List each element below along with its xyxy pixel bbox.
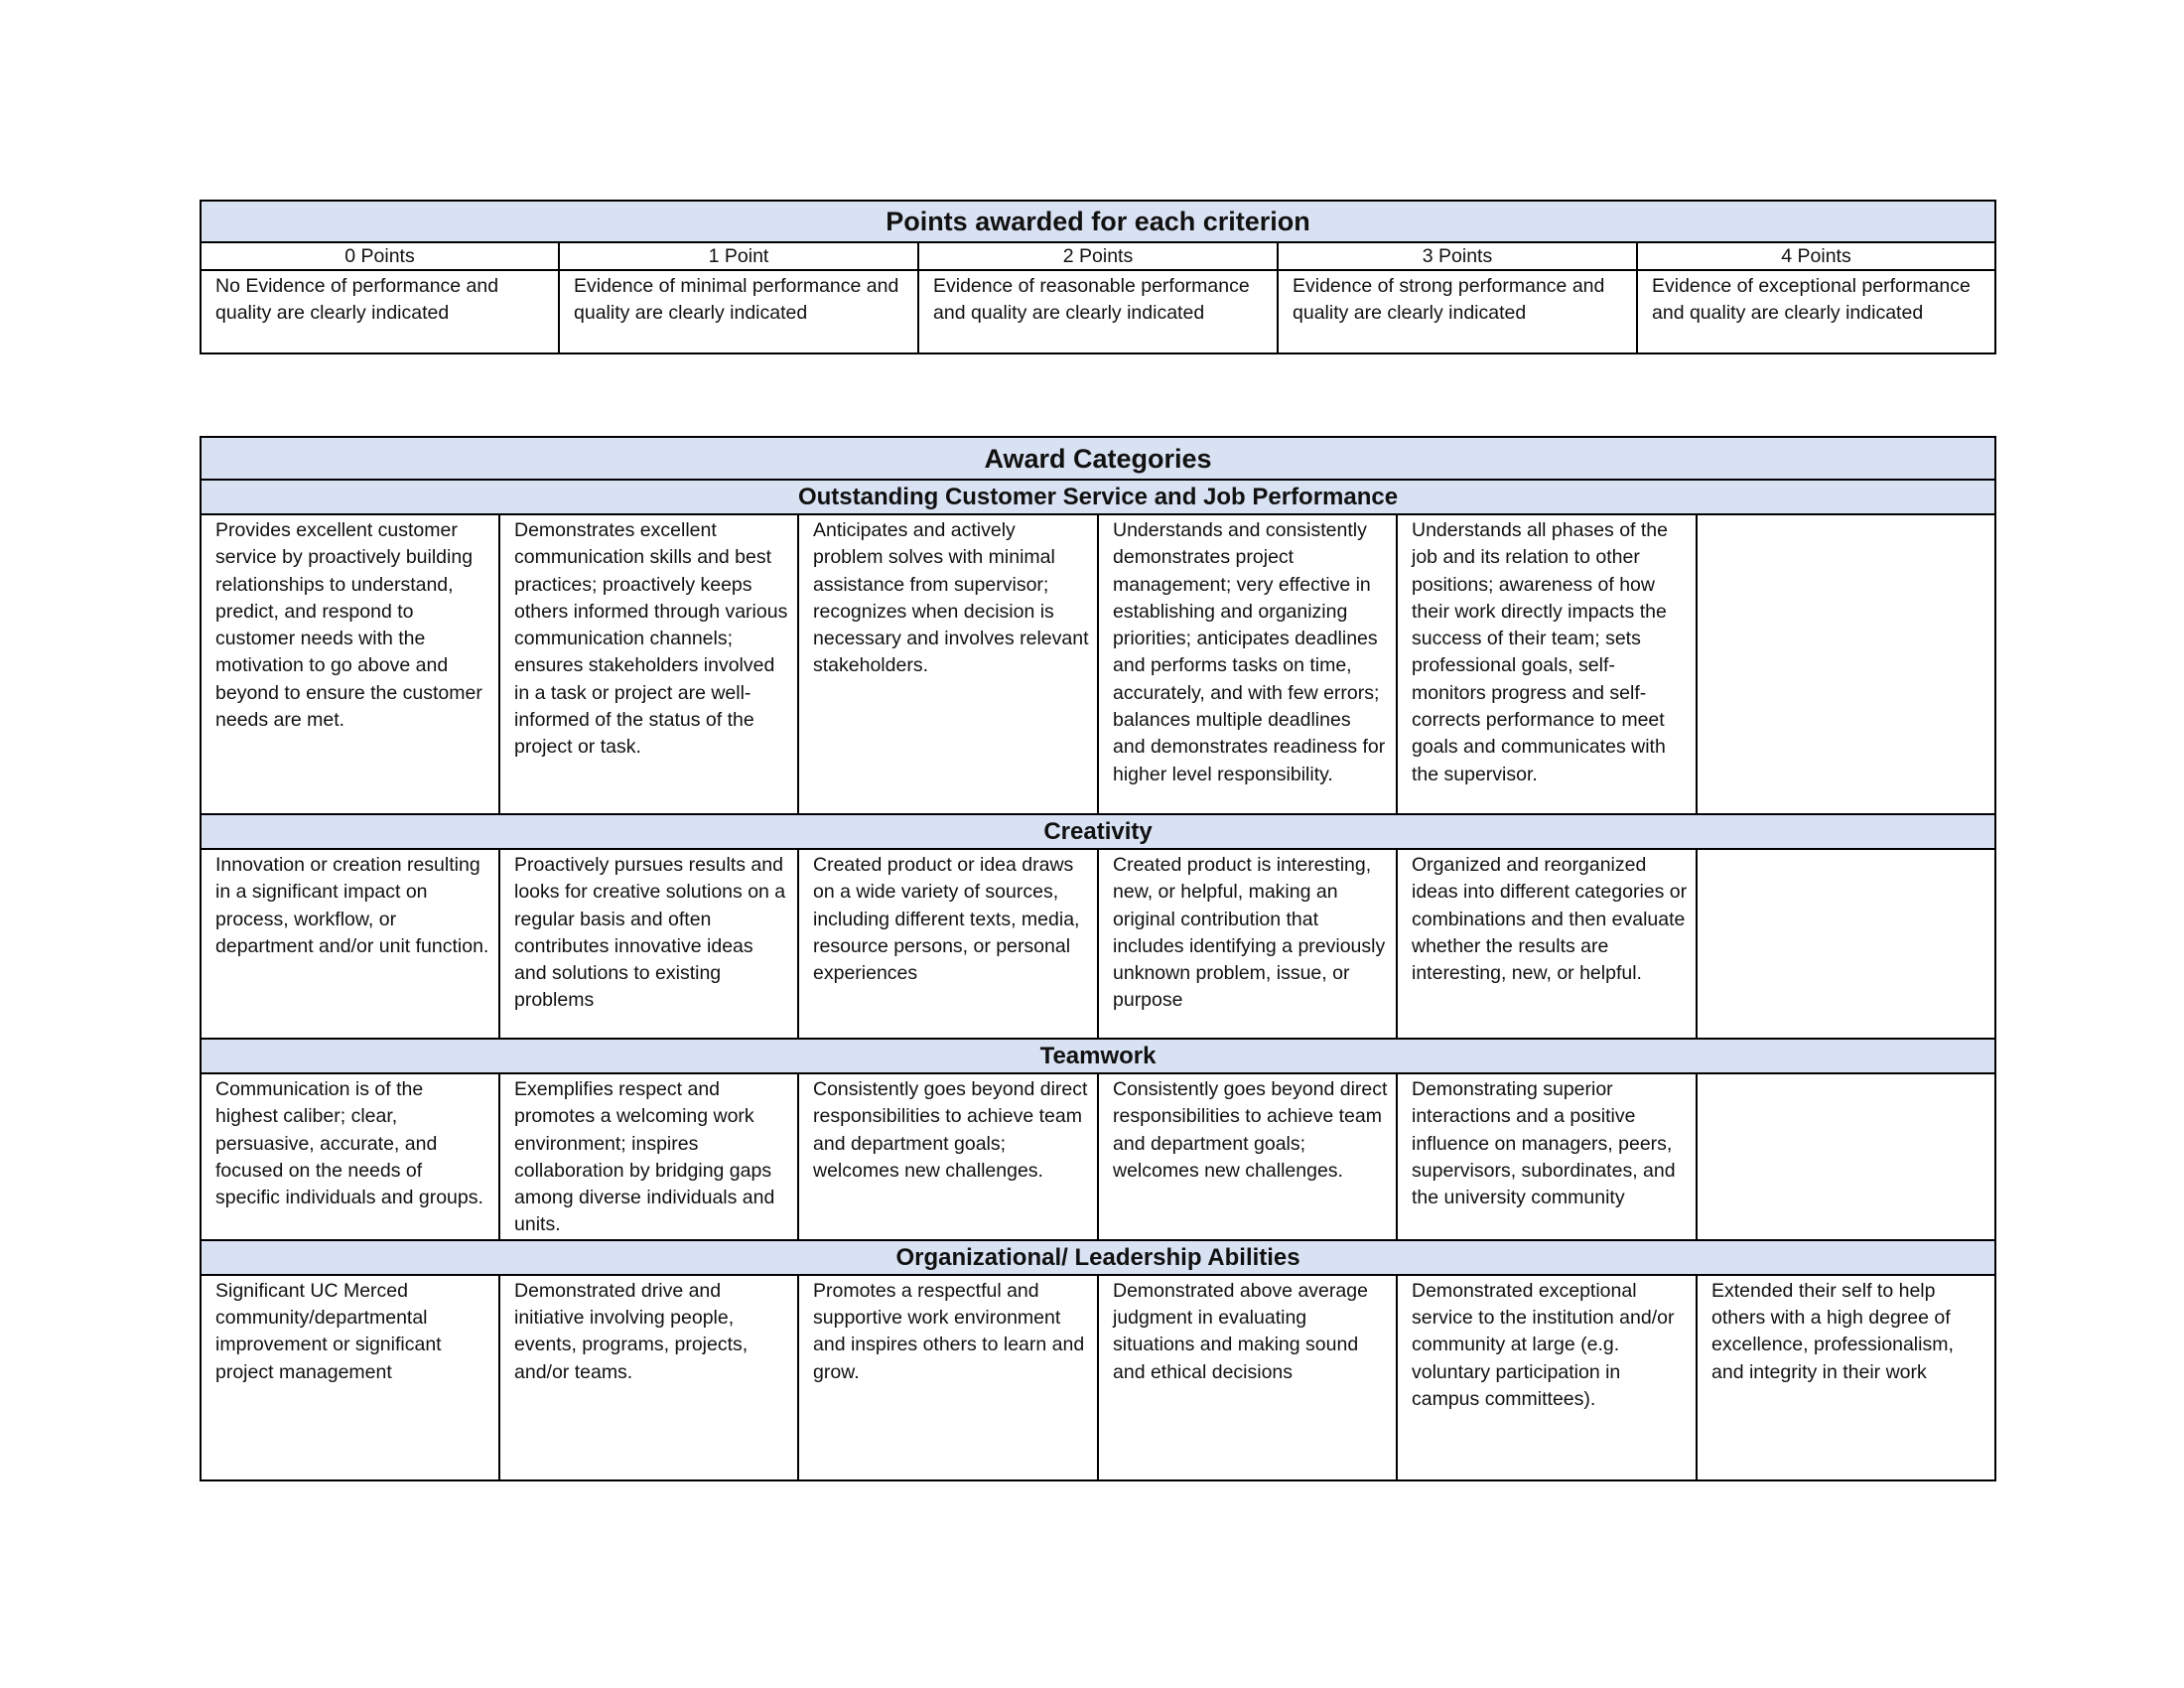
section-title-customer-service: Outstanding Customer Service and Job Performance — [201, 480, 1995, 514]
leadership-criterion-4: Demonstrated above average judgment in evaluating situations and making sound and ethical decisions — [1098, 1275, 1397, 1480]
teamwork-criterion-2: Exemplifies respect and promotes a welcoming work environment; inspires collaboration by bridging gaps among diverse individuals and units. — [499, 1073, 798, 1240]
customer-service-criterion-2: Demonstrates excellent communication skills and best practices; proactively keeps others informed through various communication channels; ensures stakeholders involved in a task or project are well-informed of the status of the project or task. — [499, 514, 798, 814]
customer-service-criterion-6 — [1697, 514, 1995, 814]
leadership-criterion-1: Significant UC Merced community/departmental improvement or significant project management — [201, 1275, 499, 1480]
points-table-title: Points awarded for each criterion — [201, 201, 1995, 242]
customer-service-criterion-4: Understands and consistently demonstrates project management; very effective in establishing and organizing priorities; anticipates deadlines and performs tasks on time, accurately, and with few errors; balances multiple deadlines and demonstrates readiness for higher level responsibility. — [1098, 514, 1397, 814]
points-column-3: 3 Points — [1278, 242, 1637, 270]
creativity-criterion-5: Organized and reorganized ideas into different categories or combinations and then evaluate whether the results are interesting, new, or helpful. — [1397, 849, 1697, 1039]
creativity-criterion-1: Innovation or creation resulting in a significant impact on process, workflow, or department and/or unit function. — [201, 849, 499, 1039]
leadership-criterion-6: Extended their self to help others with a high degree of excellence, professionalism, and integrity in their work — [1697, 1275, 1995, 1480]
points-description-3: Evidence of strong performance and quality are clearly indicated — [1278, 270, 1637, 353]
points-description-4: Evidence of exceptional performance and quality are clearly indicated — [1637, 270, 1995, 353]
points-column-1: 1 Point — [559, 242, 918, 270]
creativity-criterion-6 — [1697, 849, 1995, 1039]
leadership-criterion-3: Promotes a respectful and supportive work environment and inspires others to learn and grow. — [798, 1275, 1098, 1480]
points-description-1: Evidence of minimal performance and quality are clearly indicated — [559, 270, 918, 353]
teamwork-criterion-3: Consistently goes beyond direct responsibilities to achieve team and department goals; welcomes new challenges. — [798, 1073, 1098, 1240]
points-description-0: No Evidence of performance and quality are clearly indicated — [201, 270, 559, 353]
points-column-2: 2 Points — [918, 242, 1278, 270]
teamwork-criterion-4: Consistently goes beyond direct responsibilities to achieve team and department goals; welcomes new challenges. — [1098, 1073, 1397, 1240]
creativity-criterion-3: Created product or idea draws on a wide variety of sources, including different texts, media, resource persons, or personal experiences — [798, 849, 1098, 1039]
creativity-criterion-2: Proactively pursues results and looks for creative solutions on a regular basis and often contributes innovative ideas and solutions to existing problems — [499, 849, 798, 1039]
customer-service-criterion-3: Anticipates and actively problem solves with minimal assistance from supervisor; recognizes when decision is necessary and involves relevant stakeholders. — [798, 514, 1098, 814]
section-title-teamwork: Teamwork — [201, 1039, 1995, 1073]
award-categories-table — [200, 436, 1996, 1481]
teamwork-criterion-5: Demonstrating superior interactions and a positive influence on managers, peers, supervisors, subordinates, and the university community — [1397, 1073, 1697, 1240]
creativity-criterion-4: Created product is interesting, new, or helpful, making an original contribution that includes identifying a previously unknown problem, issue, or purpose — [1098, 849, 1397, 1039]
points-description-2: Evidence of reasonable performance and quality are clearly indicated — [918, 270, 1278, 353]
leadership-criterion-2: Demonstrated drive and initiative involving people, events, programs, projects, and/or teams. — [499, 1275, 798, 1480]
teamwork-criterion-1: Communication is of the highest caliber; clear, persuasive, accurate, and focused on the needs of specific individuals and groups. — [201, 1073, 499, 1240]
section-title-leadership: Organizational/ Leadership Abilities — [201, 1240, 1995, 1275]
points-column-4: 4 Points — [1637, 242, 1995, 270]
section-title-creativity: Creativity — [201, 814, 1995, 849]
points-column-0: 0 Points — [201, 242, 559, 270]
leadership-criterion-5: Demonstrated exceptional service to the institution and/or community at large (e.g. voluntary participation in campus committees). — [1397, 1275, 1697, 1480]
customer-service-criterion-1: Provides excellent customer service by proactively building relationships to understand, predict, and respond to customer needs with the motivation to go above and beyond to ensure the customer needs are met. — [201, 514, 499, 814]
teamwork-criterion-6 — [1697, 1073, 1995, 1240]
points-criteria-table — [200, 200, 1996, 354]
customer-service-criterion-5: Understands all phases of the job and its relation to other positions; awareness of how their work directly impacts the success of their team; sets professional goals, self-monitors progress and self-corrects performance to meet goals and communicates with the supervisor. — [1397, 514, 1697, 814]
award-categories-title: Award Categories — [201, 437, 1995, 480]
